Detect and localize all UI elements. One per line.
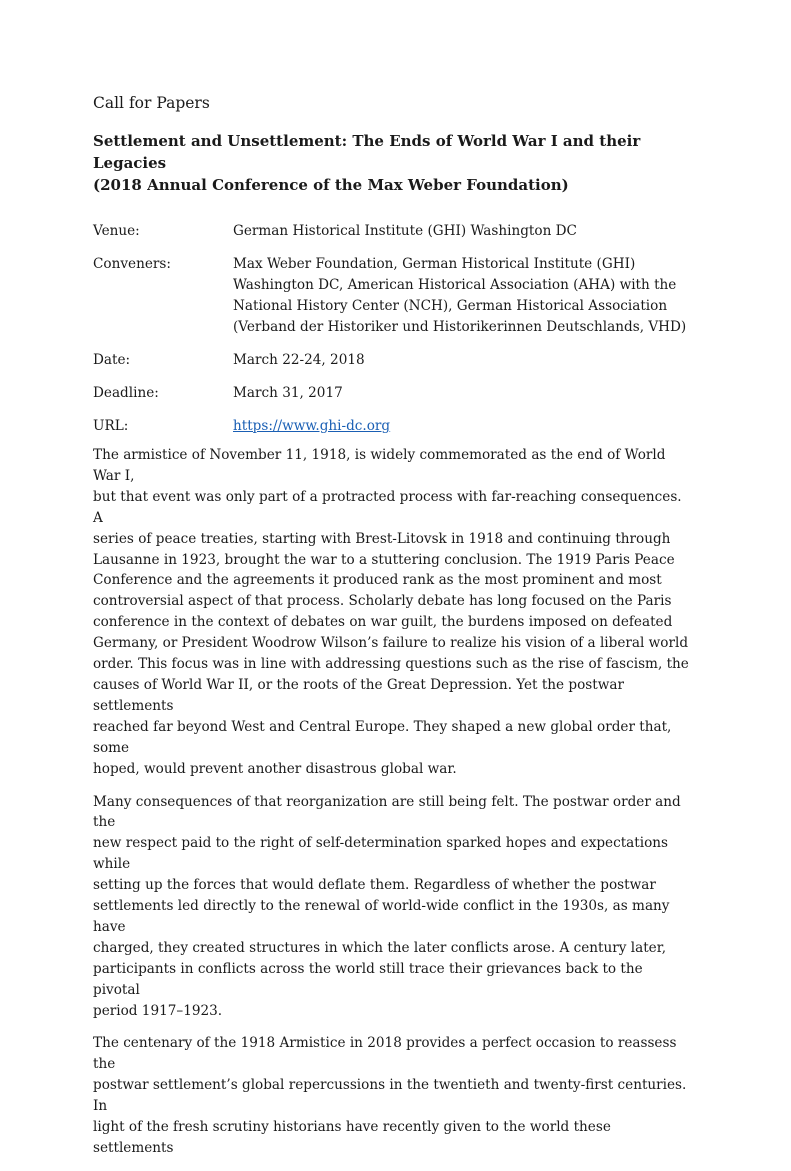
text-line: postwar settlement’s global repercussions in the twentieth and twenty-first centuries. In: [93, 1077, 687, 1115]
text-line: charged, they created structures in which the later conflicts arose. A century later,: [93, 939, 667, 956]
text-line: participants in conflicts across the world still trace their grievances back to the pivotal: [93, 960, 643, 998]
text-line: conference in the context of debates on war guilt, the burdens imposed on defeated: [93, 614, 673, 631]
conveners-line-4: (Verband der Historiker und Historikerinnen Deutschlands, VHD): [233, 319, 687, 335]
text-line: setting up the forces that would deflate them. Regardless of whether the postwar: [93, 877, 656, 894]
text-line: light of the fresh scrutiny historians have recently given to the world these settlements: [93, 1119, 611, 1156]
text-line: order. This focus was in line with addressing questions such as the rise of fascism, the: [93, 656, 689, 673]
deadline-row: [93, 383, 693, 404]
ghi-url-link[interactable]: https://www.ghi-dc.org: [233, 418, 391, 434]
text-line: controversial aspect of that process. Scholarly debate has long focused on the Paris: [93, 593, 672, 610]
url-row: [93, 416, 693, 437]
date-row: [93, 350, 693, 371]
document-page: [93, 92, 693, 1171]
call-for-papers-label: Call for Papers: [93, 94, 210, 112]
date-value: March 22-24, 2018: [233, 352, 365, 368]
text-line: settlements led directly to the renewal of world-wide conflict in the 1930s, as many have: [93, 898, 670, 935]
paragraph-consequences: [93, 792, 693, 1022]
conference-title: [93, 130, 693, 196]
text-line: Conference and the agreements it produced rank as the most prominent and most: [93, 572, 662, 589]
conveners-row: [93, 254, 693, 338]
conveners-value: [233, 254, 693, 338]
url-label: URL:: [93, 418, 129, 434]
text-line: hoped, would prevent another disastrous global war.: [93, 760, 457, 777]
date-label: Date:: [93, 352, 131, 368]
text-line: new respect paid to the right of self-determination sparked hopes and expectations while: [93, 835, 669, 873]
text-line: reached far beyond West and Central Europe. They shaped a new global order that, some: [93, 718, 672, 756]
deadline-label: Deadline:: [93, 385, 159, 401]
conveners-line-1: Max Weber Foundation, German Historical Institute (GHI): [233, 256, 636, 272]
paragraph-armistice: [93, 445, 693, 780]
text-line: Many consequences of that reorganization are still being felt. The postwar order and the: [93, 793, 681, 831]
text-line: series of peace treaties, starting with Brest-Litovsk in 1918 and continuing through: [93, 530, 671, 547]
text-line: The centenary of the 1918 Armistice in 2018 provides a perfect occasion to reassess the: [93, 1035, 677, 1073]
text-line: causes of World War II, or the roots of the Great Depression. Yet the postwar settlements: [93, 676, 624, 714]
text-line: The armistice of November 11, 1918, is widely commemorated as the end of World War I,: [93, 447, 666, 484]
paragraph-centenary: [93, 1033, 693, 1158]
text-line: Lausanne in 1923, brought the war to a stuttering conclusion. The 1919 Paris Peace: [93, 551, 675, 568]
conveners-line-3: National History Center (NCH), German Historical Association: [233, 298, 668, 314]
text-line: Germany, or President Woodrow Wilson’s failure to realize his vision of a liberal world: [93, 635, 689, 652]
url-value: [233, 416, 693, 437]
venue-label: Venue:: [93, 223, 140, 239]
conference-title-line-1: Settlement and Unsettlement: The Ends of World War I and their Legacies: [93, 132, 641, 172]
venue-value: German Historical Institute (GHI) Washington DC: [233, 223, 577, 239]
conveners-label: Conveners:: [93, 256, 171, 272]
text-line: period 1917–1923.: [93, 1002, 223, 1019]
conference-title-line-2: (2018 Annual Conference of the Max Weber Foundation): [93, 176, 569, 194]
conveners-line-2: Washington DC, American Historical Association (AHA) with the: [233, 277, 677, 293]
text-line: but that event was only part of a protracted process with far-reaching consequences. A: [93, 488, 682, 526]
venue-row: [93, 221, 693, 242]
deadline-value: March 31, 2017: [233, 385, 343, 401]
